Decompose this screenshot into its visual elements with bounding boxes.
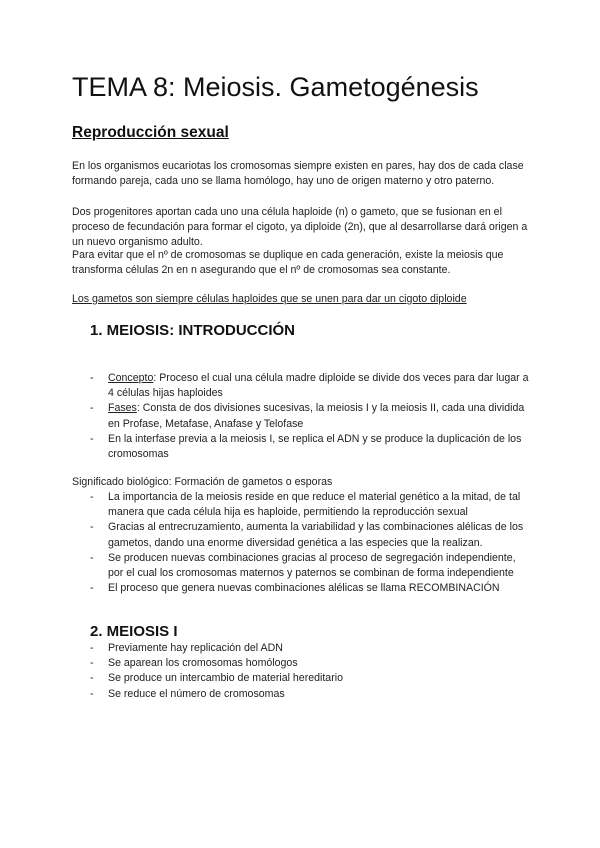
list-item [72,401,532,431]
list-item-text: En la interfase previa a la meiosis I, se replica el ADN y se produce la duplicación de los cromosomas [108,432,522,461]
section-heading-meiosis-introduccion: 1. MEIOSIS: INTRODUCCIÓN [90,322,296,339]
section-heading-meiosis-i: 2. MEIOSIS I [90,623,178,640]
list-item: - El proceso que genera nuevas combinaciones alélicas se llama RECOMBINACIÓN [72,581,532,596]
paragraph-cromosomas: En los organismos eucariotas los cromosomas siempre existen en pares, hay dos de cada clase formando pareja, cada uno se llama homólogo, hay uno de origen materno y otro paterno. [72,160,524,188]
paragraph-meiosis-purpose: Para evitar que el nº de cromosomas se duplique en cada generación, existe la meiosis que transforma células 2n en n asegurando que el nº de cromosomas sea constante. [72,249,504,277]
list-item: - Previamente hay replicación del ADN [72,641,532,656]
list-item-text: : Consta de dos divisiones sucesivas, la meiosis I y la meiosis II, cada una dividida en Profase, Metafase, Anafase y Telofase [108,402,525,430]
list-item: - Gracias al entrecruzamiento, aumenta la variabilidad y las combinaciones alélicas de los gametos, dando una enorme diversidad genética a las especies que la realizan. [72,520,532,550]
section-heading-reproduccion-sexual: Reproducción sexual [72,124,229,141]
intro-list [72,371,532,462]
note-gametos: Los gametos son siempre células haploides que se unen para dar un cigoto diploide [72,293,467,305]
list-item-label: Fases [108,402,137,415]
list-item: - Se produce un intercambio de material hereditario [72,671,532,686]
list-item-label: Concepto [108,372,154,384]
paragraph-progenitores: Dos progenitores aportan cada uno una célula haploide (n) o gameto, que se fusionan en el proceso de fecundación para formar el cigoto, ya diploide (2n), que al desarrollarse dará origen a un nuevo organismo adulto. [72,206,528,249]
list-item: - Se producen nuevas combinaciones gracias al proceso de segregación independiente, por el cual los cromosomas maternos y paternos se combinan de forma independiente [72,551,532,581]
list-item: - La importancia de la meiosis reside en que reduce el material genético a la mitad, de tal manera que cada célula hija es haploide, permitiendo la reproducción sexual [72,490,532,520]
significance-list [72,490,532,596]
list-item [72,432,532,462]
list-item: - Se reduce el número de cromosomas [72,687,532,702]
page-title: TEMA 8: Meiosis. Gametogénesis [72,72,479,102]
significance-title: Significado biológico: Formación de gametos o esporas [72,476,333,488]
meiosis-i-list [72,641,532,702]
list-item-text: : Proceso el cual una célula madre diploide se divide dos veces para dar lugar a 4 células hijas haploides [108,372,529,400]
list-item [72,371,532,401]
list-item: - Se aparean los cromosomas homólogos [72,656,532,671]
